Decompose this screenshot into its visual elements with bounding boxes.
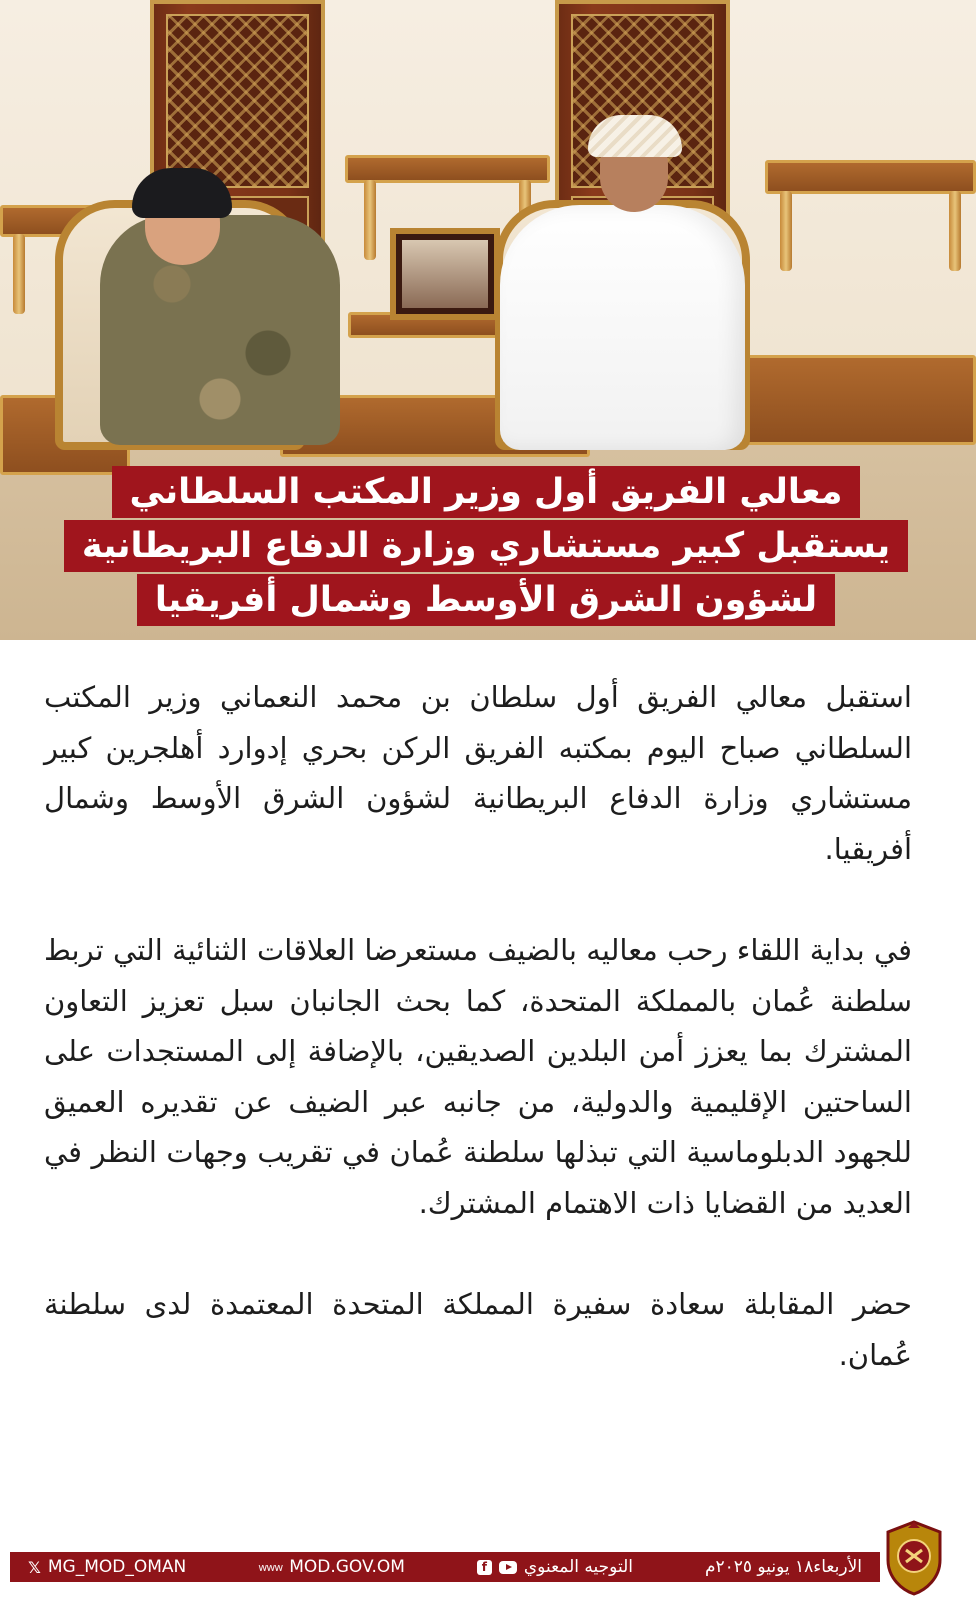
x-icon: 𝕏 (28, 1557, 41, 1577)
facebook-icon[interactable]: f (477, 1560, 492, 1575)
department-text: التوجيه المعنوي (523, 1557, 633, 1577)
headline-line-3: لشؤون الشرق الأوسط وشمال أفريقيا (137, 574, 835, 626)
console-table (345, 155, 550, 183)
article-paragraph-2: في بداية اللقاء رحب معاليه بالضيف مستعرضا العلاقات الثنائية التي تربط سلطنة عُمان بالمملكة المتحدة، كما بحث الجانبان سبل تعزيز التعاون المشترك بما يعزز أمن البلدين الصديقين، بالإضافة إلى المستجدات على الساحتين الإقليمية والدولية، من جانبه عبر الضيف عن تقديره العميق للجهود الدبلوماسية التي تبذلها سلطنة عُمان في تقريب وجهات النظر في العديد من القضايا ذات الاهتمام المشترك. (44, 933, 912, 1220)
article-body (44, 672, 912, 1380)
headline-line-2: يستقبل كبير مستشاري وزارة الدفاع البريطانية (64, 520, 908, 572)
officer-uniform (100, 215, 340, 445)
article-paragraph-3: حضر المقابلة سعادة سفيرة المملكة المتحدة المعتمدة لدى سلطنة عُمان. (44, 1287, 912, 1372)
website-link[interactable] (258, 1557, 405, 1577)
youtube-icon[interactable] (499, 1561, 517, 1574)
footer (0, 1538, 976, 1600)
headline (36, 466, 936, 628)
date-label (705, 1557, 862, 1577)
x-link[interactable] (28, 1557, 186, 1577)
headline-line-1: معالي الفريق أول وزير المكتب السلطاني (112, 466, 861, 518)
minister-dishdasha (500, 205, 745, 450)
date-text: الأربعاء١٨ يونيو ٢٠٢٥م (704, 1557, 862, 1577)
corner-table-right (720, 355, 976, 445)
article-paragraph-1: استقبل معالي الفريق أول سلطان بن محمد النعماني وزير المكتب السلطاني صباح اليوم بمكتبه الفريق الركن بحري إدوارد أهلجرين كبير مستشاري وزارة الدفاع البريطانية لشؤون الشرق الأوسط وشمال أفريقيا. (44, 680, 912, 866)
web-icon: www (258, 1560, 283, 1574)
website-text: MOD.GOV.OM (289, 1557, 405, 1577)
side-table-right (765, 160, 976, 194)
framed-portrait (390, 228, 500, 320)
minister-turban (588, 115, 682, 157)
mod-emblem (882, 1520, 946, 1596)
x-handle: MG_MOD_OMAN (47, 1557, 187, 1577)
footer-bar (10, 1552, 880, 1582)
department-label (477, 1557, 633, 1577)
officer-beret (132, 168, 232, 218)
